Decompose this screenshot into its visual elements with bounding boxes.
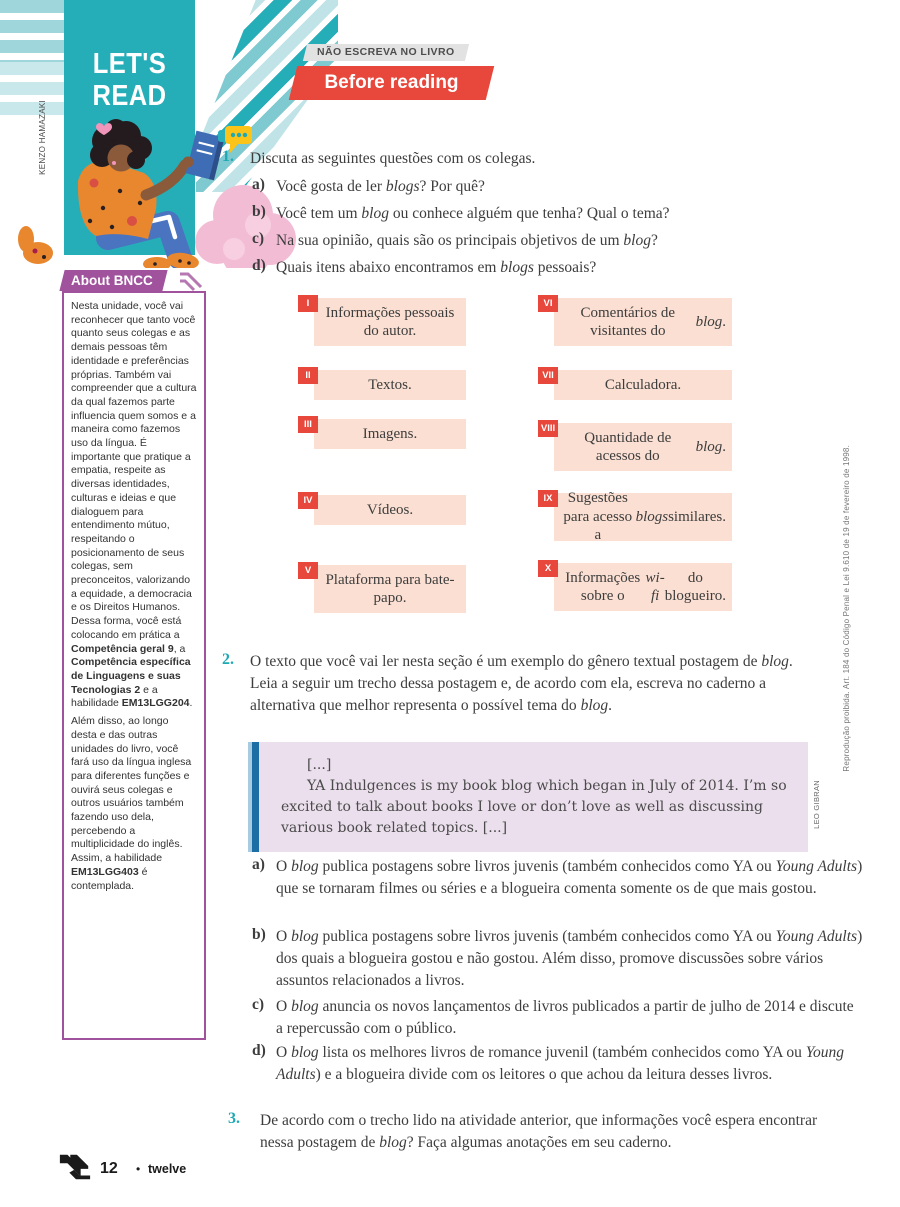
blog-item-IX	[538, 490, 732, 544]
blog-item-VIII	[538, 423, 732, 471]
item-d-text: Quais itens abaixo encontramos em blogs pessoais?	[276, 259, 597, 276]
banner-text: Before reading	[324, 72, 459, 93]
do-not-write-notice	[305, 44, 467, 61]
question-3-number: 3.	[228, 1110, 240, 1127]
blog-item-text: Informações pessoais do autor.	[314, 298, 466, 346]
blog-item-text: Vídeos.	[314, 495, 466, 525]
roman-numeral-badge: VI	[538, 295, 558, 312]
roman-numeral-badge: V	[298, 562, 318, 579]
item-c-letter: c)	[252, 230, 265, 247]
roman-numeral-badge: I	[298, 295, 318, 312]
alt-b-text: O blog publica postagens sobre livros juvenis (também conhecidos como YA ou Young Adults) dos quais a blogueira gostou e não gostou. Além disso, promove discussões sobre vários assuntos relacionados a livros.	[276, 928, 863, 989]
alt-b-letter: b)	[252, 926, 266, 943]
blog-excerpt-box	[248, 742, 808, 852]
item-d-letter: d)	[252, 257, 266, 274]
blog-item-text: Textos.	[314, 370, 466, 400]
roman-numeral-badge: VII	[538, 367, 558, 384]
question-1-number: 1.	[222, 148, 234, 165]
publisher-logo-icon	[58, 1154, 92, 1180]
quote-credit: LEO GIBRAN	[812, 780, 821, 829]
alt-c-text: O blog anuncia os novos lançamentos de livros publicados a partir de julho de 2014 e discute a repercussão com o público.	[276, 998, 854, 1037]
copyright-notice: Reprodução proibida. Art. 184 do Código Penal e Lei 9.610 de 19 de fevereiro de 1998.	[842, 445, 851, 772]
item-b-text: Você tem um blog ou conhece alguém que tenha? Qual o tema?	[276, 205, 670, 222]
about-bncc-tab	[62, 270, 165, 291]
excerpt-text: YA Indulgences is my book blog which began in July of 2014. I’m so excited to talk about books I love or don’t love as well as discussing various book related topics. [...]	[281, 778, 787, 836]
question-2-prompt: O texto que você vai ler nesta seção é um exemplo do gênero textual postagem de blog. Leia a seguir um trecho dessa postagem e, de acordo com ela, escreva no caderno a alternativa que melhor representa o possível tema do blog.	[250, 653, 793, 714]
page-number-bullet: •	[136, 1162, 141, 1176]
blog-item-text: Quantidade de acessos do blog .	[554, 423, 732, 471]
question-2-number: 2.	[222, 651, 234, 668]
item-a-text: Você gosta de ler blogs? Por quê?	[276, 178, 485, 195]
bncc-chevron-icon	[178, 272, 204, 292]
section-title-line2: READ	[92, 80, 167, 112]
about-bncc-title: About BNCC	[71, 273, 153, 288]
arm-and-book	[146, 131, 225, 195]
item-c-text: Na sua opinião, quais são os principais objetivos de um blog?	[276, 232, 658, 249]
excerpt-ellipsis: [...]	[307, 757, 332, 773]
decorative-stripes-top	[0, 0, 64, 62]
roman-numeral-badge: IX	[538, 490, 558, 507]
about-bncc-box	[62, 291, 206, 1040]
bncc-paragraph-1: Nesta unidade, você vai reconhecer que tanto você quanto seus colegas e as demais pessoas têm identidade e preferências próprias. Também vai compreender que a cultura da qual fazemos parte influencia quem somos e a maneira como fazemos uso da língua. É importante que pratique a empatia, respeite as diversas identidades, culturas e ideias e que dialoguem para entendimento mútuo, respeitando o posicionamento de seus colegas, sem preconceitos, valorizando a equidade, a democracia e os Direitos Humanos. Dessa forma, você está colocando em prática a Competência geral 9, a Competência específica de Linguagens e suas Tecnologias 2 e a habilidade EM13LGG204.	[71, 300, 197, 710]
blog-item-X	[538, 563, 732, 611]
question-3-prompt: De acordo com o trecho lido na atividade anterior, que informações você espera encontrar nessa postagem de blog? Faça algumas anotações em seu caderno.	[260, 1112, 818, 1151]
roman-numeral-badge: X	[538, 560, 558, 577]
plant-blob	[18, 226, 53, 264]
blog-item-text: Informações sobre o wi-fi do blogueiro.	[554, 563, 732, 611]
alt-a-text: O blog publica postagens sobre livros juvenis (também conhecidos como YA ou Young Adults) que se tornaram filmes ou séries e a blogueira comenta somente os de que mais gostou.	[276, 858, 863, 897]
item-a-letter: a)	[252, 176, 265, 193]
blog-item-text: Sugestões para acesso a blogs similares.	[554, 493, 732, 541]
roman-numeral-badge: VIII	[538, 420, 558, 437]
head	[90, 119, 152, 172]
alt-d-letter: d)	[252, 1042, 266, 1059]
question-1-prompt: Discuta as seguintes questões com os colegas.	[250, 150, 536, 167]
blog-item-II	[298, 370, 466, 400]
bncc-paragraph-2: Além disso, ao longo desta e das outras unidades do livro, você fará uso da língua inglesa para diferentes funções e ouvirá seus colegas e outros usuários também fazendo uso dela, percebendo a multiplicidade do inglês. Assim, a habilidade EM13LGG403 é contemplada.	[71, 715, 192, 892]
blog-item-V	[298, 565, 466, 613]
blog-item-III	[298, 419, 466, 449]
roman-numeral-badge: II	[298, 367, 318, 384]
illustrator-credit: KENZO HAMAZAKI	[38, 100, 47, 175]
notice-text: NÃO ESCREVA NO LIVRO	[317, 46, 455, 58]
blog-item-IV	[298, 495, 466, 525]
page-number: 12	[100, 1160, 118, 1177]
page-number-word: twelve	[148, 1162, 187, 1176]
section-title-line1: LET'S	[92, 48, 167, 80]
blog-item-text: Plataforma para bate-papo.	[314, 565, 466, 613]
alt-c-letter: c)	[252, 996, 265, 1013]
alt-a-letter: a)	[252, 856, 265, 873]
blog-item-VII	[538, 370, 732, 400]
item-b-letter: b)	[252, 203, 266, 220]
before-reading-banner	[293, 66, 490, 100]
blog-item-text: Comentários de visitantes do blog .	[554, 298, 732, 346]
blog-item-text: Calculadora.	[554, 370, 732, 400]
blog-item-VI	[538, 298, 732, 346]
blog-excerpt-content	[252, 742, 808, 852]
alt-d-text: O blog lista os melhores livros de romance juvenil (também conhecidos como YA ou Young Adults) e a blogueira divide com os leitores o que achou da leitura desses livros.	[276, 1044, 844, 1083]
blog-item-text: Imagens.	[314, 419, 466, 449]
roman-numeral-badge: IV	[298, 492, 318, 509]
blog-item-I	[298, 298, 466, 346]
roman-numeral-badge: III	[298, 416, 318, 433]
